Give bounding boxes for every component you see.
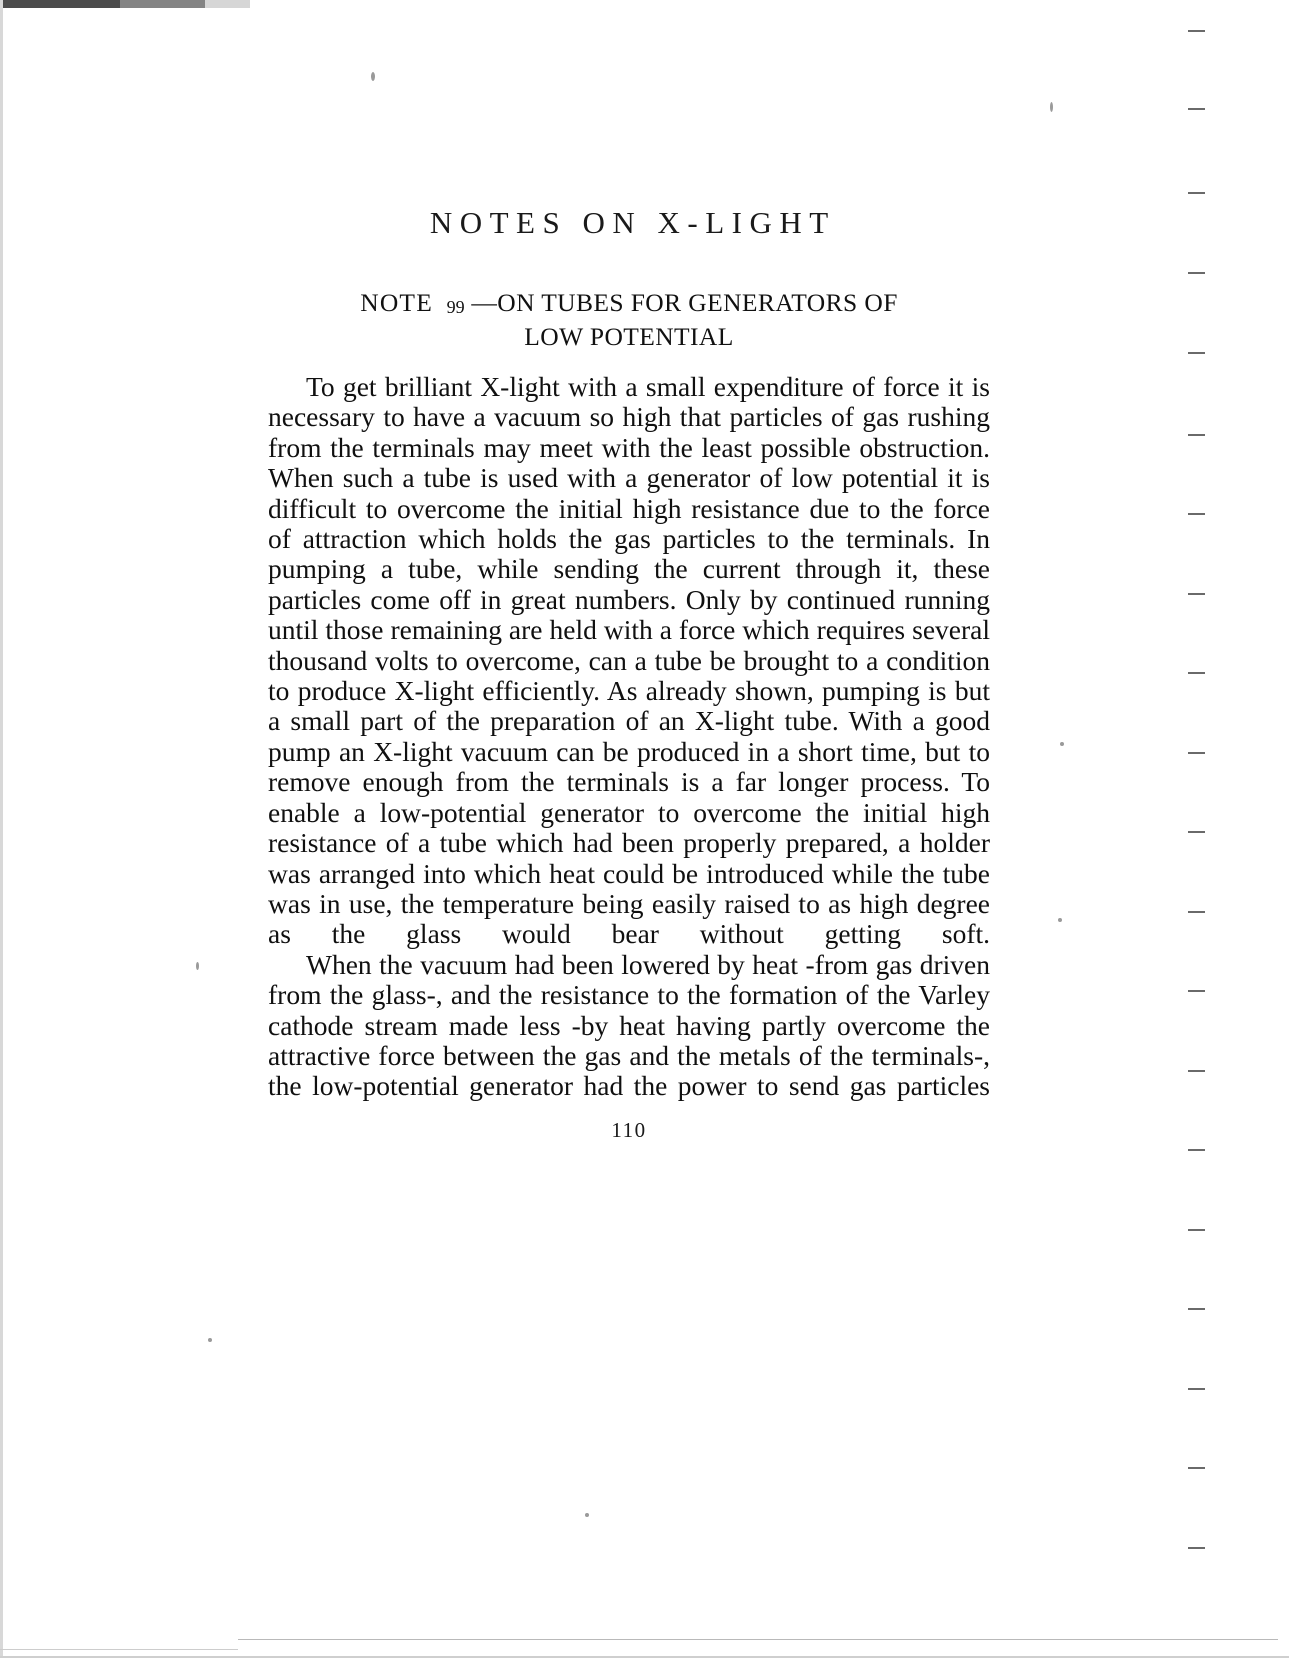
margin-tick xyxy=(1188,990,1205,992)
margin-tick xyxy=(1188,192,1205,194)
scan-speck xyxy=(1050,102,1053,112)
running-head: NOTES ON X-LIGHT xyxy=(429,205,836,240)
margin-tick xyxy=(1188,672,1205,674)
margin-tick-marks xyxy=(1229,0,1289,1658)
scan-speck xyxy=(585,1513,589,1517)
note-label: NOTE xyxy=(360,288,433,317)
scan-speck xyxy=(1060,742,1064,746)
margin-tick xyxy=(1188,1547,1205,1549)
margin-tick xyxy=(1188,513,1205,515)
margin-tick xyxy=(1188,1467,1205,1469)
note-title-line1: ON TUBES FOR GENERATORS OF xyxy=(497,288,898,317)
margin-tick xyxy=(1188,1070,1205,1072)
scan-speck xyxy=(208,1338,212,1342)
page-number: 110 xyxy=(611,1117,647,1142)
note-heading xyxy=(268,287,990,352)
margin-tick xyxy=(1188,831,1205,833)
paragraph: To get brilliant X-light with a small expenditure of force it is necessary to have a vacuum so high that particles of gas rushing from the terminals may meet with the least possible obstruction. When such a tube is used with a generator of low potential it is difficult to overcome the initial high resistance due to the force of attraction which holds the gas particles to the terminals. In pumping a tube, while sending the current through it, these particles come off in great numbers. Only by continued running until those remaining are held with a force which requires several thousand volts to overcome, can a tube be brought to a condition to produce X-light efficiently. As already shown, pumping is but a small part of the preparation of an X-light tube. With a good pump an X-light vacuum can be produced in a short time, but to remove enough from the terminals is a far longer process. To enable a low-potential generator to overcome the initial high resistance of a tube which had been properly prepared, a holder was arranged into which heat could be introduced while the tube was in use, the temperature being easily raised to as high degree as the glass would bear without getting soft. xyxy=(268,371,990,950)
scan-speck xyxy=(1058,918,1062,922)
margin-tick xyxy=(1188,1308,1205,1310)
page-content xyxy=(268,0,990,1143)
scan-edge-left xyxy=(0,0,3,1658)
margin-tick xyxy=(1188,1149,1205,1151)
paragraph: When the vacuum had been lowered by heat -from gas driven from the glass-, and the resistance to the formation of the Varley cathode stream made less -by heat having partly overcome the attractive force between the gas and the metals of the terminals-, the low-potential generator had the power to send gas particles xyxy=(268,948,990,1102)
scan-speck xyxy=(196,962,199,970)
note-number: 99 xyxy=(446,297,465,317)
margin-tick xyxy=(1188,1388,1205,1390)
margin-tick xyxy=(1188,30,1205,32)
note-dash: — xyxy=(471,288,498,317)
note-title-line2: LOW POTENTIAL xyxy=(524,322,734,351)
scan-rule-bottom-left xyxy=(0,1649,238,1650)
margin-tick xyxy=(1188,434,1205,436)
margin-tick xyxy=(1188,352,1205,354)
margin-tick xyxy=(1188,593,1205,595)
body-copy xyxy=(268,372,990,1102)
margin-tick xyxy=(1188,911,1205,913)
margin-tick xyxy=(1188,272,1205,274)
margin-tick xyxy=(1188,1229,1205,1231)
margin-tick xyxy=(1188,752,1205,754)
margin-tick xyxy=(1188,108,1205,110)
scan-rule-bottom xyxy=(238,1639,1278,1640)
